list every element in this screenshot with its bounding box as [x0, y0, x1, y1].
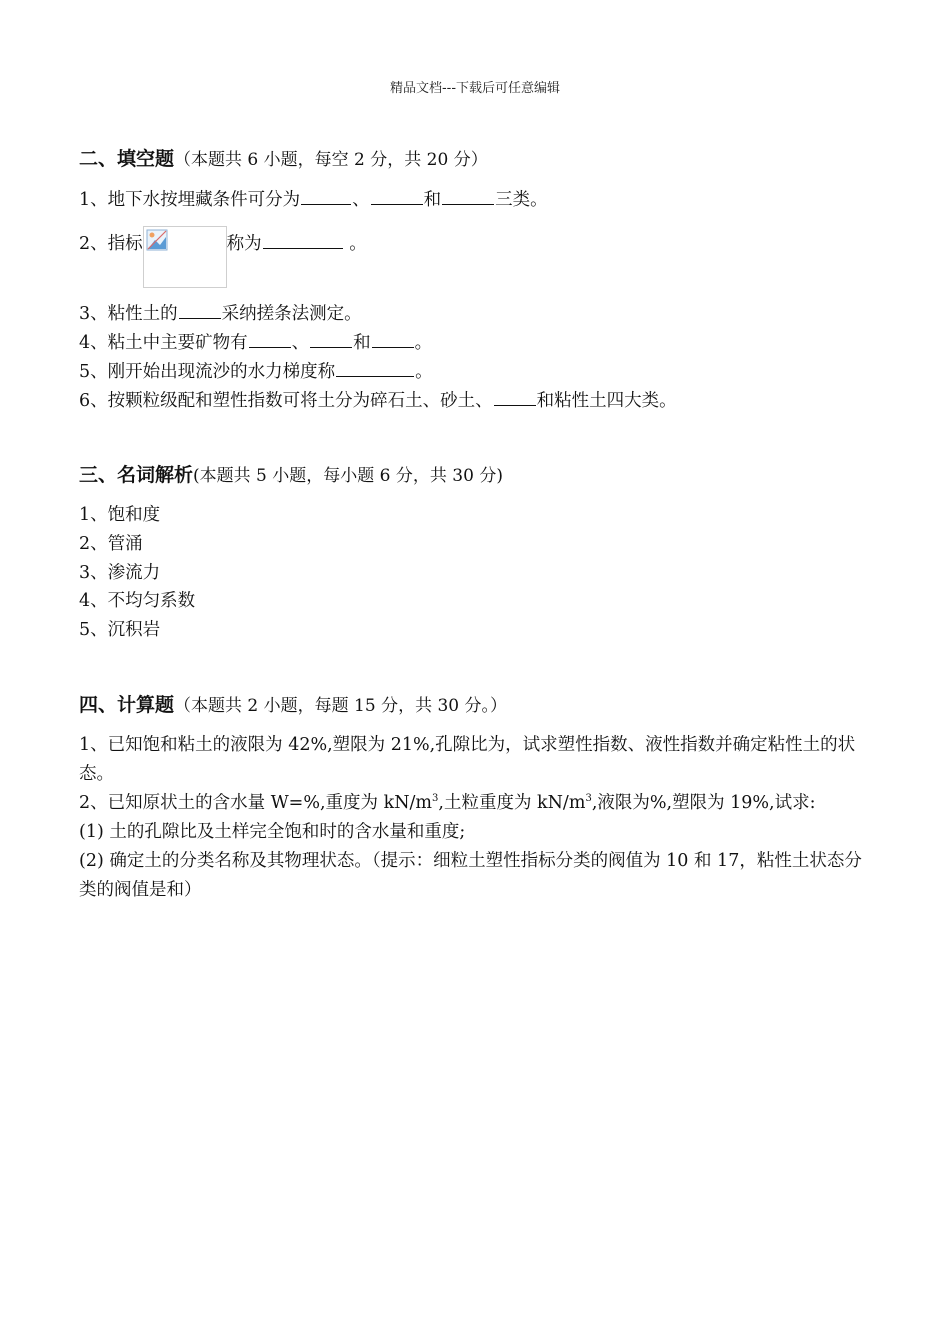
answer-blank[interactable]	[336, 360, 414, 377]
question-text: 2、指标	[79, 234, 143, 254]
term-item: 1、饱和度	[79, 505, 161, 525]
question-1	[79, 186, 548, 214]
question-text: ,液限为%,塑限为 19%,试求:	[591, 793, 816, 813]
superscript: 3	[585, 793, 592, 804]
question-tail: 三类。	[495, 190, 548, 210]
conjunction: 和	[423, 190, 442, 210]
question-text: 2、已知原状土的含水量 W=%,重度为 kN/m	[79, 793, 433, 813]
question-text: 3、粘性土的	[79, 304, 178, 324]
section-note: （本题共 6 小题，每空 2 分，共 20 分）	[174, 150, 488, 170]
question-text: 5、刚开始出现流沙的水力梯度称	[79, 362, 336, 382]
section-title-calculation	[79, 690, 507, 717]
question-tail: 。	[343, 234, 367, 254]
question-text: 称为	[226, 234, 262, 254]
superscript: 3	[432, 793, 439, 804]
question-text: ,土粒重度为 kN/m	[438, 793, 586, 813]
section-title-fill-blank	[79, 144, 488, 171]
question-tail: 采纳搓条法测定。	[221, 304, 362, 324]
question-tail: 和粘性土四大类。	[536, 391, 677, 411]
section-heading: 三、名词解析	[79, 464, 194, 486]
section-title-terms	[79, 460, 503, 487]
question-text: 1、地下水按埋藏条件可分为	[79, 190, 301, 210]
question-text: 6、按颗粒级配和塑性指数可将土分为碎石土、砂土、	[79, 391, 493, 411]
question-3	[79, 300, 362, 328]
answer-blank[interactable]	[263, 232, 343, 249]
conjunction: 和	[353, 333, 371, 353]
answer-blank[interactable]	[310, 331, 352, 348]
term-item: 5、沉积岩	[79, 620, 161, 640]
term-item: 3、渗流力	[79, 563, 161, 583]
question-text: 4、粘土中主要矿物有	[79, 333, 248, 353]
question-4	[79, 329, 432, 357]
answer-blank[interactable]	[494, 389, 536, 406]
calc-question-1: 1、已知饱和粘土的液限为 42%,塑限为 21%,孔隙比为，试求塑性指数、液性指数并确定粘性土的状态。	[79, 735, 856, 784]
section-heading: 二、填空题	[79, 148, 175, 170]
answer-blank[interactable]	[301, 188, 351, 205]
section-note: (本题共 5 小题，每小题 6 分，共 30 分)	[193, 466, 503, 486]
calc-question-2	[79, 789, 874, 818]
calc-subquestion-2: (2) 确定土的分类名称及其物理状态。（提示：细粒土塑性指标分类的阀值为 10 和 17，粘性土状态分类的阀值是和）	[79, 851, 862, 900]
answer-blank[interactable]	[179, 302, 221, 319]
term-item: 4、不均匀系数	[79, 591, 196, 611]
section-note: （本题共 2 小题，每题 15 分，共 30 分。）	[174, 696, 508, 716]
answer-blank[interactable]	[249, 331, 291, 348]
question-2	[79, 230, 367, 288]
separator: 、	[291, 333, 310, 353]
answer-blank[interactable]	[372, 331, 414, 348]
answer-blank[interactable]	[371, 188, 423, 205]
broken-image-icon	[146, 229, 168, 251]
question-tail: 。	[414, 333, 433, 353]
answer-blank[interactable]	[442, 188, 494, 205]
term-item: 2、管涌	[79, 534, 143, 554]
question-6	[79, 387, 677, 415]
question-tail: 。	[415, 362, 433, 382]
calc-subquestion-1: (1) 土的孔隙比及土样完全饱和时的含水量和重度;	[79, 822, 466, 842]
question-5	[79, 358, 433, 386]
separator: 、	[352, 190, 370, 210]
page-header: 精品文档---下载后可任意编辑	[389, 81, 561, 96]
section-heading: 四、计算题	[79, 694, 175, 716]
broken-image-placeholder	[143, 226, 227, 288]
